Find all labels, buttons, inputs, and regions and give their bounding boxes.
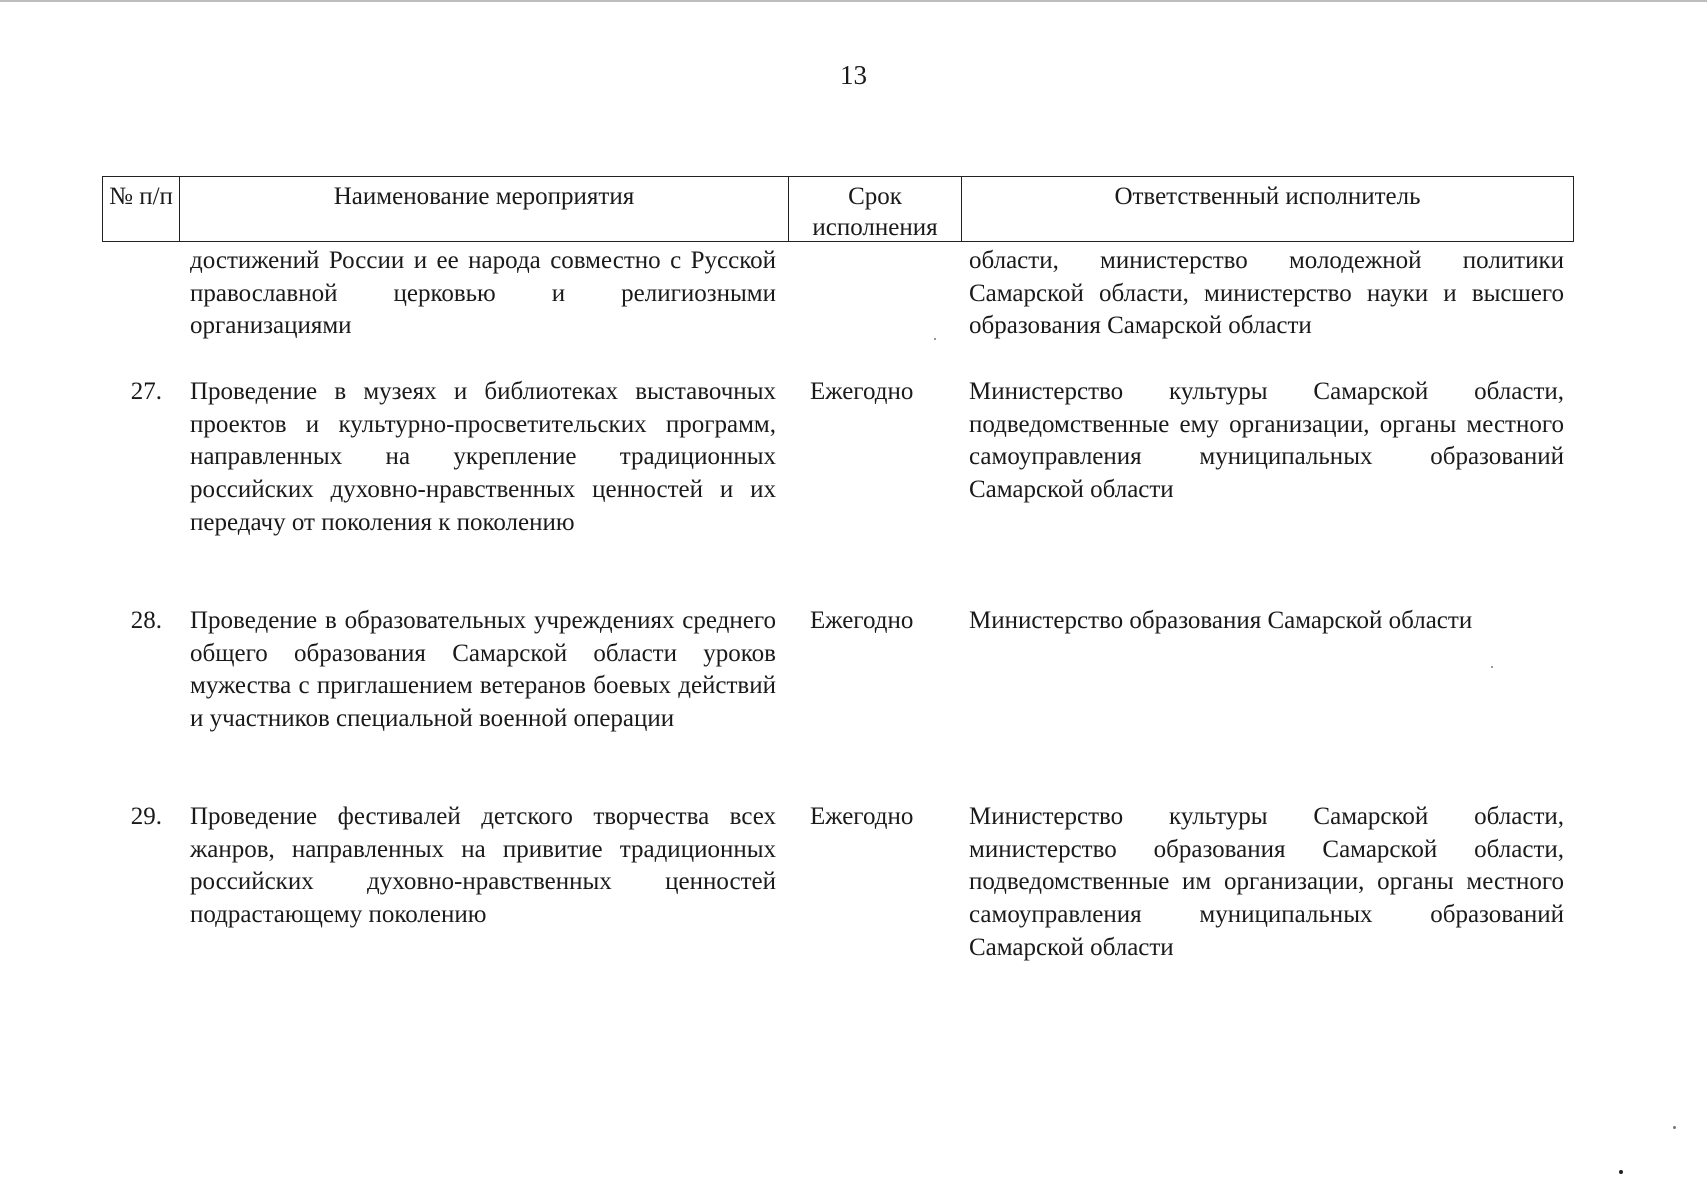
row-deadline: Ежегодно <box>810 378 914 405</box>
scan-speck <box>1619 1170 1623 1174</box>
table-header <box>102 176 1574 242</box>
row-number: 29. <box>130 803 162 830</box>
row-responsible: области, министерство молодежной политики Самарской области, министерство науки и высшего образования Самарской области <box>969 247 1564 340</box>
row-deadline: Ежегодно <box>810 607 914 634</box>
row-number: 27. <box>130 378 162 405</box>
header-number: № п/п <box>109 183 173 210</box>
row-deadline: Ежегодно <box>810 803 914 830</box>
scan-speck <box>1673 1126 1676 1129</box>
scan-speck <box>1491 666 1493 668</box>
row-number: 28. <box>130 607 162 634</box>
page-number: 13 <box>840 60 867 90</box>
row-responsible: Министерство образования Самарской области <box>969 607 1473 634</box>
header-event-name: Наименование мероприятия <box>179 177 788 241</box>
header-deadline: Срок исполнения <box>788 177 961 241</box>
header-responsible: Ответственный исполнитель <box>961 177 1573 241</box>
scan-top-edge <box>0 0 1707 2</box>
row-event-name: Проведение фестивалей детского творчества всех жанров, направленных на привитие традиционных российских духовно-нравственных ценностей подрастающему поколению <box>190 803 776 929</box>
scan-speck <box>934 338 936 340</box>
row-event-name: Проведение в музеях и библиотеках выставочных проектов и культурно-просветительских программ, направленных на укрепление традиционных российских духовно-нравственных ценностей и их передачу от поколения к поколению <box>190 378 776 536</box>
row-event-name: достижений России и ее народа совместно с Русской православной церковью и религиозными организациями <box>190 247 776 340</box>
row-responsible: Министерство культуры Самарской области, министерство образования Самарской области, подведомственные им организации, органы местного самоуправления муниципальных образований Самарской области <box>969 803 1564 961</box>
row-event-name: Проведение в образовательных учреждениях среднего общего образования Самарской области уроков мужества с приглашением ветеранов боевых действий и участников специальной военной операции <box>190 607 776 733</box>
row-responsible: Министерство культуры Самарской области, подведомственные ему организации, органы местного самоуправления муниципальных образований Самарской области <box>969 378 1564 504</box>
